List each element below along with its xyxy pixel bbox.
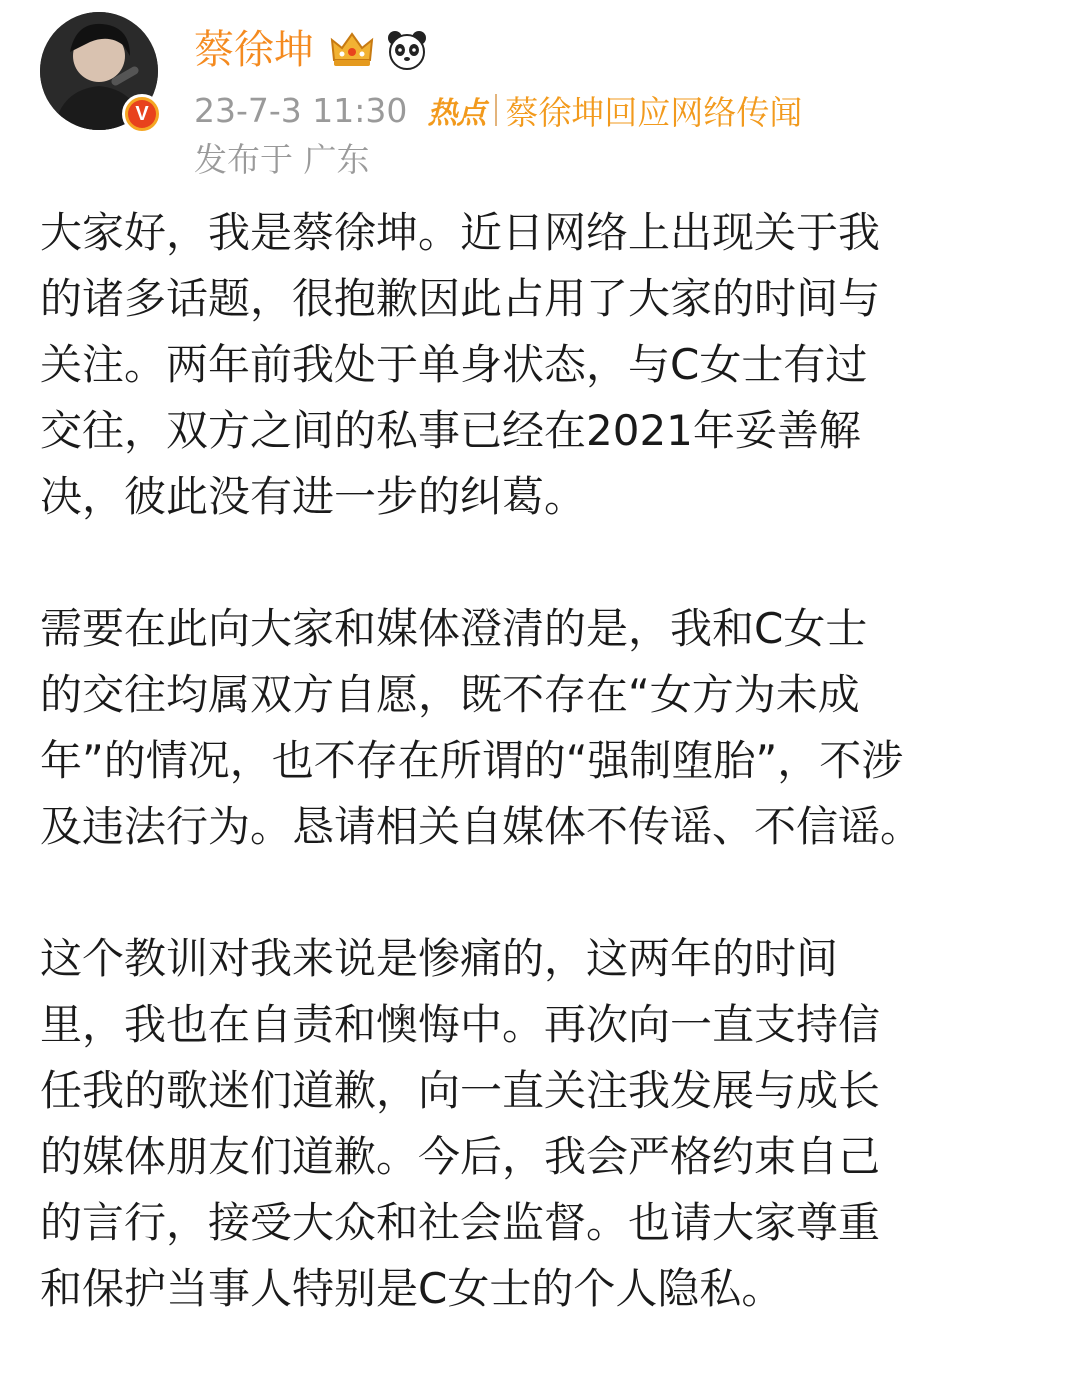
paragraph [40,596,1040,860]
text-line: 和保护当事人特别是C女士的个人隐私。 [40,1264,784,1313]
verified-badge [122,94,162,134]
location-text: 发布于 广东 [194,139,370,179]
text-line: 的言行，接受大众和社会监督。也请大家尊重 [40,1198,881,1247]
post-body [40,200,1040,1322]
post-header [0,0,1080,190]
post-time: 23-7-3 11:30 [194,90,408,130]
text-line: 大家好，我是蔡徐坤。近日网络上出现关于我 [40,208,881,257]
text-line: 年”的情况，也不存在所谓的“强制堕胎”，不涉 [40,736,904,785]
text-line: 关注。两年前我处于单身状态，与C女士有过 [40,340,868,389]
paragraph [40,200,1040,530]
text-line: 交往，双方之间的私事已经在2021年妥善解 [40,406,861,455]
text-line: 需要在此向大家和媒体澄清的是，我和C女士 [40,604,868,653]
hot-tag[interactable]: 热点 [427,96,486,131]
verified-v-icon: V [128,100,156,128]
text-line: 的媒体朋友们道歉。今后，我会严格约束自己 [40,1132,881,1181]
avatar[interactable] [40,12,158,130]
text-line: 里，我也在自责和懊悔中。再次向一直支持信 [40,1000,881,1049]
text-line: 任我的歌迷们道歉，向一直关注我发展与成长 [40,1066,881,1115]
text-line: 的交往均属双方自愿，既不存在“女方为未成 [40,670,860,719]
crown-icon[interactable] [328,30,376,70]
text-line: 及违法行为。恳请相关自媒体不传谣、不信谣。 [40,802,923,851]
author-row [194,22,428,78]
text-line: 这个教训对我来说是惨痛的，这两年的时间 [40,934,839,983]
post-meta [194,86,802,134]
text-line: 决，彼此没有进一步的纠葛。 [40,472,587,521]
paragraph [40,926,1040,1322]
hot-topic-link[interactable]: 蔡徐坤回应网络传闻 [505,92,803,132]
text-line: 的诸多话题，很抱歉因此占用了大家的时间与 [40,274,881,323]
panda-icon[interactable] [386,29,428,71]
meta-divider [495,94,497,126]
author-name[interactable]: 蔡徐坤 [194,27,314,73]
post-location [194,134,370,180]
